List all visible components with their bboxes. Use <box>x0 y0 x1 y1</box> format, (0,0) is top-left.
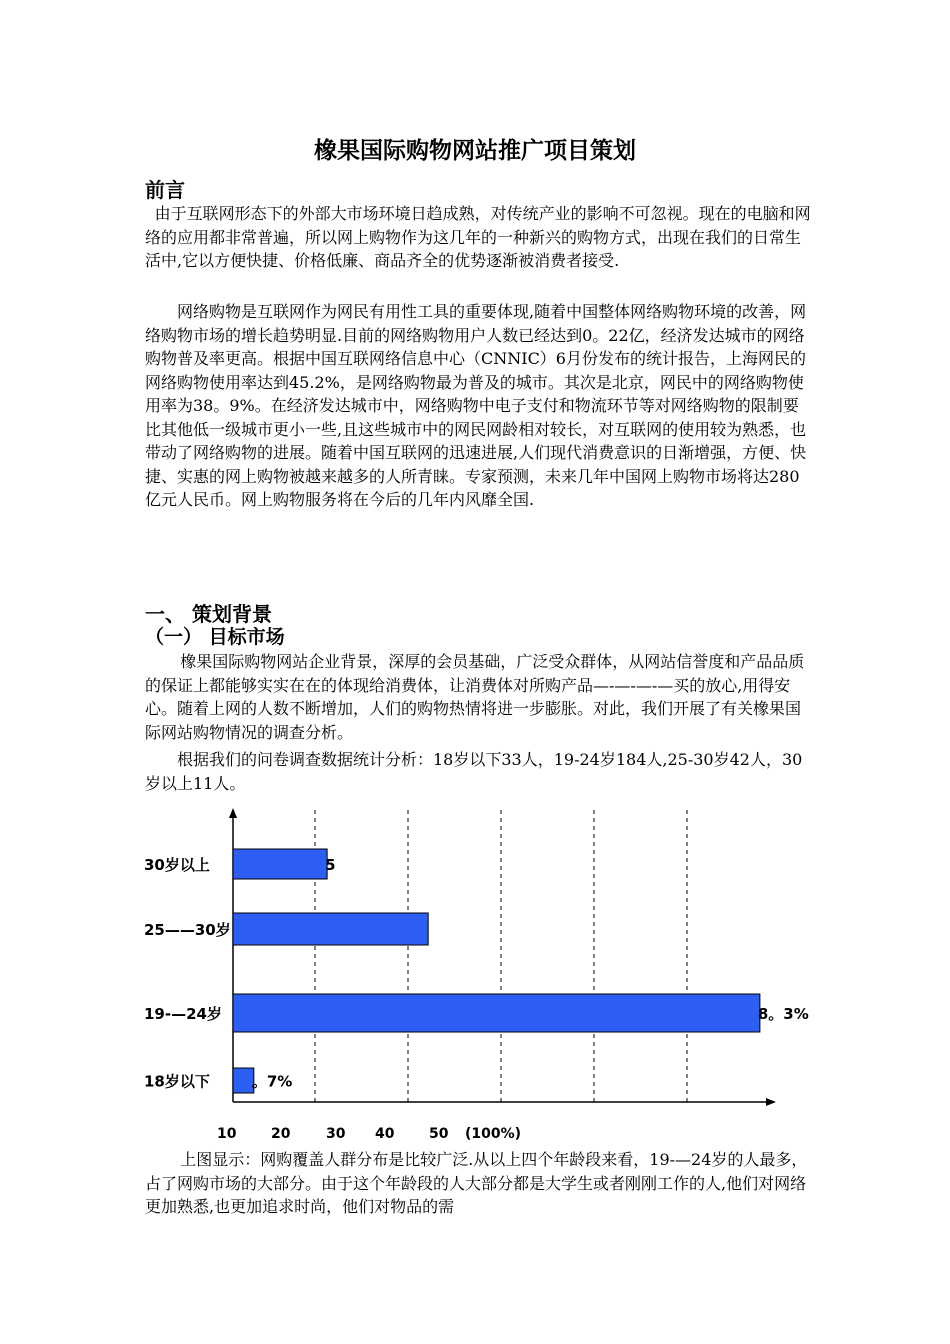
data-label-4: 。7% <box>251 1072 293 1091</box>
x-tick-label-4: 40 <box>375 1126 395 1142</box>
x-tick-label-6: (100%) <box>465 1126 522 1142</box>
x-tick-label-3: 30 <box>326 1126 346 1142</box>
section-1-1-heading: （一） 目标市场 <box>145 626 285 648</box>
category-label-1: 30岁以上 <box>144 856 210 874</box>
category-label-4: 18岁以下 <box>144 1072 210 1091</box>
after-chart-paragraph: 上图显示：网购覆盖人群分布是比较广泛.从以上四个年龄段来看，19-—24岁的人最多，占了网购市场的大部分。由于这个年龄段的人大部分都是大学生或者刚刚工作的人,他们对网络更加熟悉,也更加追求时尚，他们对物品的需 <box>145 1150 808 1216</box>
data-label-1: 5 <box>325 856 336 874</box>
x-tick-label-2: 20 <box>271 1126 291 1142</box>
chart-svg <box>140 800 820 1150</box>
x-tick-label-1: 10 <box>217 1126 237 1142</box>
preface-paragraph-2: 网络购物是互联网作为网民有用性工具的重要体现,随着中国整体网络购物环境的改善，网络购物市场的增长趋势明显.目前的网络购物用户人数已经达到0。22亿，经济发达城市的网络购物普及率更高。根据中国互联网络信息中心（CNNIC）6月份发布的统计报告，上海网民的网络购物使用率达到45.2%，是网络购物最为普及的城市。其次是北京，网民中的网络购物使用率为38。9%。在经济发达城市中，网络购物中电子支付和物流环节等对网络购物的限制要比其他低一级城市更小一些,且这些城市中的网民网龄相对较长，对互联网的使用较为熟悉，也带动了网络购物的进展。随着中国互联网的迅速进展,人们现代消费意识的日渐增强，方便、快捷、实惠的网上购物被越来越多的人所青睐。专家预测，未来几年中国网上购物市场将达280亿元人民币。网上购物服务将在今后的几年内风靡全国. <box>145 302 807 509</box>
data-label-3: 8。3% <box>757 1005 809 1023</box>
preface-paragraph-1: 由于互联网形态下的外部大市场环境日趋成熟，对传统产业的影响不可忽视。现在的电脑和网络的应用都非常普遍，所以网上购物作为这几年的一种新兴的购物方式，出现在我们的日常生活中,它以方便快捷、价格低廉、商品齐全的优势逐渐被消费者接受. <box>145 204 811 270</box>
x-tick-label-5: 50 <box>429 1126 449 1142</box>
section-1-heading: 一、 策划背景 <box>145 602 272 626</box>
x-axis-arrow <box>766 1098 776 1106</box>
y-axis-arrow <box>229 808 237 818</box>
category-label-3: 19-—24岁 <box>144 1005 222 1023</box>
bar-3 <box>233 994 760 1032</box>
market-paragraph-1: 橡果国际购物网站企业背景，深厚的会员基础，广泛受众群体，从网站信誉度和产品品质的保证上都能够实实在在的体现给消费体，让消费体对所购产品—-—-—-—买的放心,用得安心。随着上网的人数不断增加，人们的购物热情将进一步膨胀。对此，我们开展了有关橡果国际网站购物情况的调查分析。 <box>145 652 805 742</box>
bar-2 <box>233 913 428 945</box>
preface-heading: 前言 <box>145 178 185 202</box>
bar-4 <box>233 1068 254 1093</box>
document-title: 橡果国际购物网站推广项目策划 <box>314 138 636 164</box>
bar-1 <box>233 849 327 879</box>
market-paragraph-2: 根据我们的问卷调查数据统计分析：18岁以下33人，19-24岁184人,25-30岁42人，30岁以上11人。 <box>145 750 803 793</box>
age-distribution-chart <box>140 800 820 1150</box>
category-label-2: 25——30岁 <box>144 921 231 939</box>
